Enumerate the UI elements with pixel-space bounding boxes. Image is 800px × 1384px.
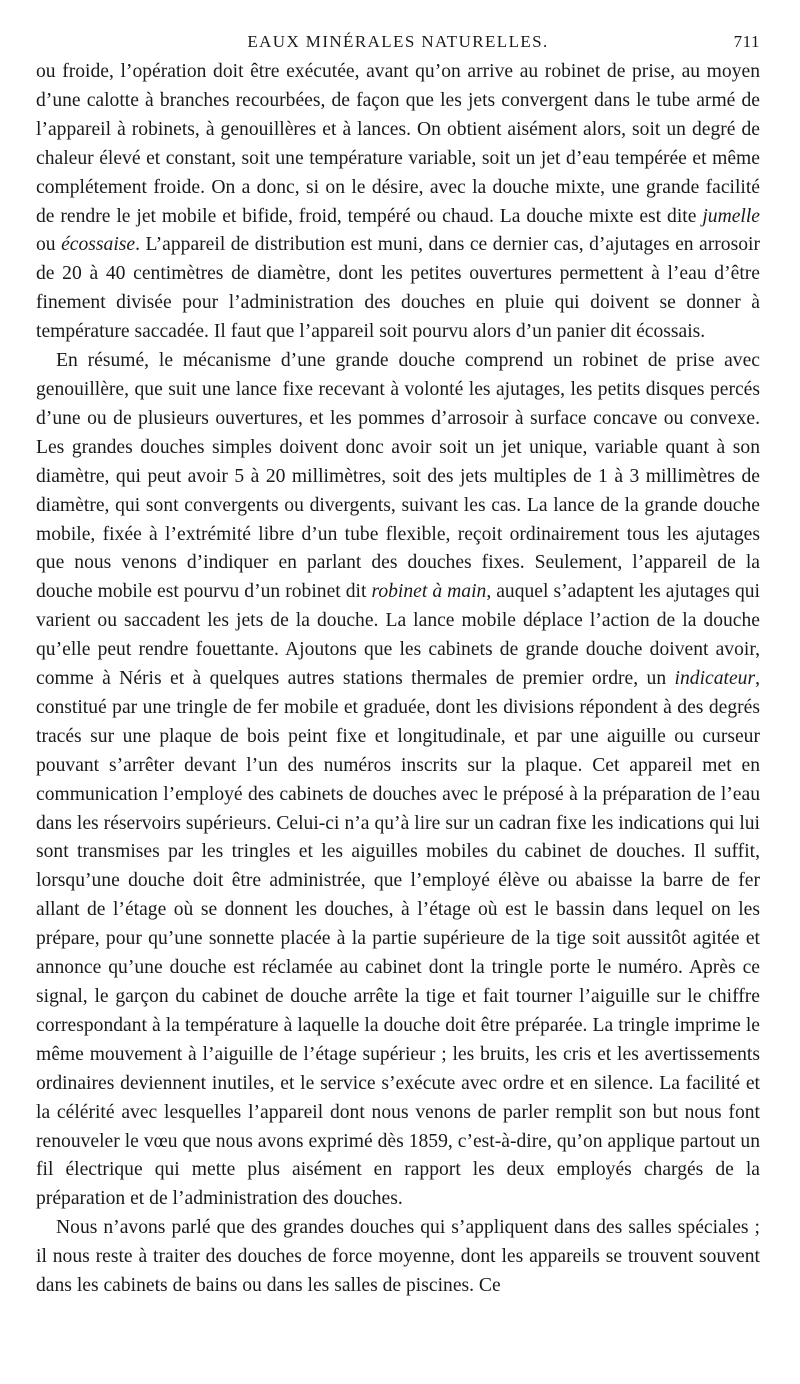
italic-term: indicateur (674, 668, 756, 690)
italic-term: écossaise (61, 234, 136, 256)
text-run: Nous n’avons parlé que des grandes douches qui s’appliquent dans des salles spéciales ; il nous reste à traiter des douches de force moyenne, dont les appareils se trouvent souvent dans les cabinets de bains ou dans les salles de piscines. Ce (36, 1217, 760, 1297)
paragraph (36, 58, 760, 347)
text-run: , constitué par une tringle de fer mobile et graduée, dont les divisions répondent à des degrés tracés sur une plaque de bois peint fixe et longitudinale, et par une aiguille ou curseur pouvant s’arrêter devant l’un des numéros inscrits sur la plaque. Cet appareil met en communication l’employé des cabinets de douches avec le préposé à la préparation de l’eau dans les réservoirs supérieurs. Celui-ci n’a qu’à lire sur un cadran fixe les indications qui lui sont transmises par les tringles et les aiguilles mobiles du cabinet de douches. Il suffit, lorsqu’une douche doit être administrée, que l’employé élève ou abaisse la barre de fer allant de l’étage où se donnent les douches, à l’étage où est le bassin dans lequel on les prépare, pour qu’une sonnette placée à la partie supérieure de la tige soit aussitôt agitée et annonce qu’une douche est réclamée au cabinet dont la tringle porte le numéro. Après ce signal, le garçon du cabinet de douche arrête la tige et fait tourner l’aiguille sur le chiffre correspondant à la température à laquelle la douche doit être préparée. La tringle imprime le même mouvement à l’aiguille de l’étage supérieur ; les bruits, les cris et les avertissements ordinaires deviennent inutiles, et le service s’exécute avec ordre et en silence. La facilité et la célérité avec lesquelles l’appareil dont nous venons de parler remplit son but nous font renouveler le vœu que nous avons exprimé dès 1859, c’est-à-dire, qu’on applique partout un fil électrique qui mette plus aisément en rapport les deux employés chargés de la préparation et de l’administration des douches. (36, 668, 760, 1210)
running-header (36, 30, 760, 58)
text-run: ou froide, l’opération doit être exécutée, avant qu’on arrive au robinet de prise, au moyen d’une calotte à branches recourbées, de façon que les jets convergent dans le tube armé de l’appareil à robinets, à genouillères et à lances. On obtient aisément alors, soit un degré de chaleur élevé et constant, soit une température variable, soit un jet d’eau tempérée et même complétement froide. On a donc, si on le désire, avec la douche mixte, une grande facilité de rendre le jet mobile et bifide, froid, tempéré ou chaud. La douche mixte est dite (36, 61, 760, 227)
paragraph (36, 347, 760, 1214)
text-run: ou (36, 234, 62, 256)
body-text (36, 58, 760, 1301)
running-title: EAUX MINÉRALES NATURELLES. (247, 32, 549, 51)
paragraph (36, 1214, 760, 1301)
italic-term: robinet à main (371, 581, 487, 603)
page-number: 711 (733, 32, 760, 51)
text-run: En résumé, le mécanisme d’une grande douche comprend un robinet de prise avec genouillère, que suit une lance fixe recevant à volonté les ajutages, les petits disques percés d’une ou de plusieurs ouvertures, et les pommes d’arrosoir à surface concave ou convexe. Les grandes douches simples doivent donc avoir soit un jet unique, variable quant à son diamètre, qui peut avoir 5 à 20 millimètres, soit des jets multiples de 1 à 3 millimètres de diamètre, qui sont convergents ou divergents, suivant les cas. La lance de la grande douche mobile, fixée à l’extrémité libre d’un tube flexible, reçoit ordinairement tous les ajutages que nous venons d’indiquer en parlant des douches fixes. Seulement, l’appareil de la douche mobile est pourvu d’un robinet dit (36, 350, 760, 603)
italic-term: jumelle (702, 205, 760, 227)
text-run: . L’appareil de distribution est muni, dans ce dernier cas, d’ajutages en arrosoir de 20 à 40 centimètres de diamètre, dont les petites ouvertures permettent à l’eau d’être finement divisée pour l’administration des douches en pluie qui doivent se donner à température saccadée. Il faut que l’appareil soit pourvu alors d’un panier dit écossais. (36, 234, 760, 343)
text-run: , auquel s’adaptent les ajutages qui varient ou saccadent les jets de la douche. La lance mobile déplace l’action de la douche qu’elle peut rendre fouettante. Ajoutons que les cabinets de grande douche doivent avoir, comme à Néris et à quelques autres stations thermales de premier ordre, un (36, 581, 760, 690)
